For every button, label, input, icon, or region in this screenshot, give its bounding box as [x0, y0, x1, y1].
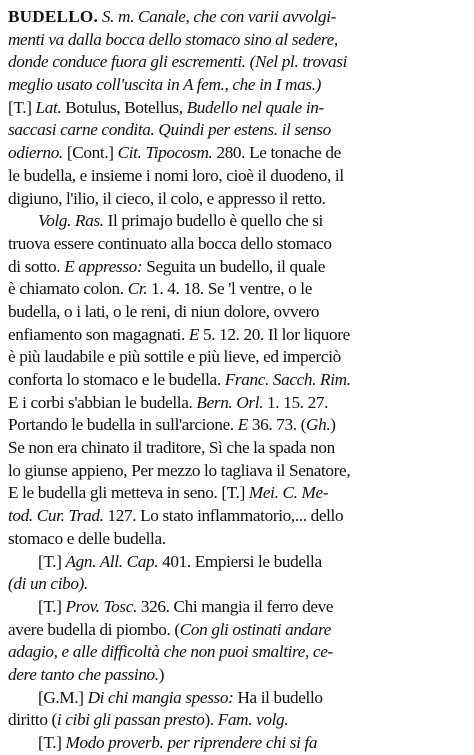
text-run: [T.] [38, 596, 66, 616]
text-run: lo giunse appieno, Per mezzo lo tagliava il Senatore, [8, 460, 351, 480]
text-run: digiuno, l'ilio, il cieco, il colo, e appresso il retto. [8, 188, 326, 208]
italic-run: Volg. Ras. [38, 211, 104, 231]
text-line [8, 414, 466, 437]
text-line [8, 6, 466, 29]
text-line [8, 233, 466, 256]
text-run: E le budella gli metteva in seno. [T.] [8, 483, 249, 503]
text-run: [T.] [38, 551, 66, 571]
italic-run: Fam. volg. [217, 710, 289, 730]
text-line [8, 165, 466, 188]
text-line [8, 119, 466, 142]
text-line [8, 482, 466, 505]
text-line [8, 551, 466, 574]
dictionary-entry-budello [8, 6, 466, 755]
text-run: Portando le budella in sull'arcione. [8, 415, 238, 435]
italic-run: adagio, e alle difficoltà che non puoi smaltire, ce- [8, 642, 333, 662]
text-run: Ha il budello [233, 687, 323, 707]
italic-run: E [188, 324, 200, 344]
italic-run: Gh. [306, 415, 331, 435]
italic-run: E appresso: [64, 256, 143, 276]
text-line [8, 278, 466, 301]
italic-run: Modo proverb. per riprendere chi si fa [65, 733, 318, 752]
text-line [8, 687, 466, 710]
text-run: truova essere continuato alla bocca dello stomaco [8, 233, 332, 253]
italic-run: (di un cibo). [8, 574, 88, 594]
text-run: Il primajo budello è quello che si [103, 211, 323, 231]
text-run: 5. 12. 20. Il lor liquore [199, 324, 350, 344]
text-line [8, 210, 466, 233]
text-run: [G.M.] [38, 687, 88, 707]
text-line [8, 641, 466, 664]
text-line [8, 29, 466, 52]
text-run: diritto ( [8, 710, 57, 730]
text-run: ) [158, 664, 165, 684]
italic-run: Mei. C. Me- [248, 483, 329, 503]
text-run: conforta lo stomaco e le budella. [8, 370, 225, 389]
text-line [8, 301, 466, 324]
italic-run: i cibi gli passan presto [56, 710, 205, 730]
text-run: 1. 4. 18. Se 'l ventre, o le [147, 279, 312, 299]
text-line [8, 74, 466, 97]
text-line [8, 256, 466, 279]
text-run: Botulus, Botellus, [61, 97, 187, 117]
italic-run: Lat. [35, 97, 62, 117]
italic-run: menti va dalla bocca dello stomaco sino al sedere, [8, 29, 338, 49]
text-run: 1. 15. 27. [263, 392, 329, 412]
text-line [8, 528, 466, 551]
text-run: avere budella di piombo. ( [8, 619, 180, 639]
italic-run: Cit. Tipocosm. [117, 143, 213, 163]
text-line [8, 324, 466, 347]
text-run: 280. Le tonache de [212, 143, 341, 163]
text-run: 401. Empiersi le budella [158, 551, 322, 571]
text-run: 127. Lo stato inflammatorio,... dello [103, 506, 344, 526]
italic-run: dere tanto che passino. [8, 664, 159, 684]
text-run: Seguita un budello, il quale [142, 256, 325, 276]
text-run: stomaco e delle budella. [8, 528, 166, 548]
text-run: enfiamento son magagnati. [8, 324, 189, 344]
text-run: E i corbi s'abbian le budella. [8, 392, 197, 412]
italic-run: Cr. [127, 279, 148, 299]
text-run: è più laudabile e più sottile e più lieve, ed imperciò [8, 347, 341, 367]
text-line [8, 188, 466, 211]
text-run: le budella, e insieme i nomi loro, cioè il duodeno, il [8, 165, 344, 185]
italic-run: Prov. Tosc. [65, 596, 137, 616]
text-line [8, 709, 466, 732]
text-line [8, 437, 466, 460]
italic-run: tod. Cur. Trad. [8, 506, 104, 526]
italic-run: meglio usato coll'uscita in A fem., che in I mas.) [8, 75, 322, 95]
italic-run: Agn. All. Cap. [65, 551, 159, 571]
italic-run: Di chi mangia spesso: [87, 687, 234, 707]
text-run: [Cont.] [62, 143, 118, 163]
text-run: budella, o i lati, o le reni, di niun dolore, ovvero [8, 301, 320, 321]
text-line [8, 392, 466, 415]
italic-run: Bern. Orl. [196, 392, 264, 412]
italic-run: E [237, 415, 248, 435]
text-line [8, 505, 466, 528]
text-run: ). [204, 710, 218, 730]
text-line [8, 732, 466, 755]
text-line [8, 369, 466, 392]
italic-run: odierno. [8, 143, 63, 163]
text-run: [T.] [38, 733, 66, 752]
italic-run: Franc. Sacch. Rim. [224, 370, 351, 389]
text-line [8, 460, 466, 483]
text-line [8, 619, 466, 642]
text-run: [T.] [8, 97, 36, 117]
italic-run: Con gli ostinati andare [179, 619, 332, 639]
text-line [8, 573, 466, 596]
text-line [8, 664, 466, 687]
text-run: 36. 73. ( [247, 415, 307, 435]
text-line [8, 97, 466, 120]
italic-run: saccasi carne condita. Quindi per estens. il senso [8, 120, 331, 140]
text-run: 326. Chi mangia il ferro deve [136, 596, 334, 616]
text-line [8, 51, 466, 74]
italic-run: Budello nel quale in- [186, 97, 324, 117]
text-line [8, 142, 466, 165]
text-run: ) [330, 415, 336, 435]
italic-run: S. m. Canale, che con varii avvolgi- [97, 7, 337, 26]
text-run: di sotto. [8, 256, 65, 276]
text-run: è chiamato colon. [8, 279, 128, 299]
text-line [8, 596, 466, 619]
text-line [8, 346, 466, 369]
italic-run: donde conduce fuora gli escrementi. (Nel pl. trovasi [8, 52, 348, 72]
headword: BUDELLO. [8, 7, 98, 26]
text-run: Se non era chinato il traditore, Sì che la spada non [8, 438, 335, 458]
